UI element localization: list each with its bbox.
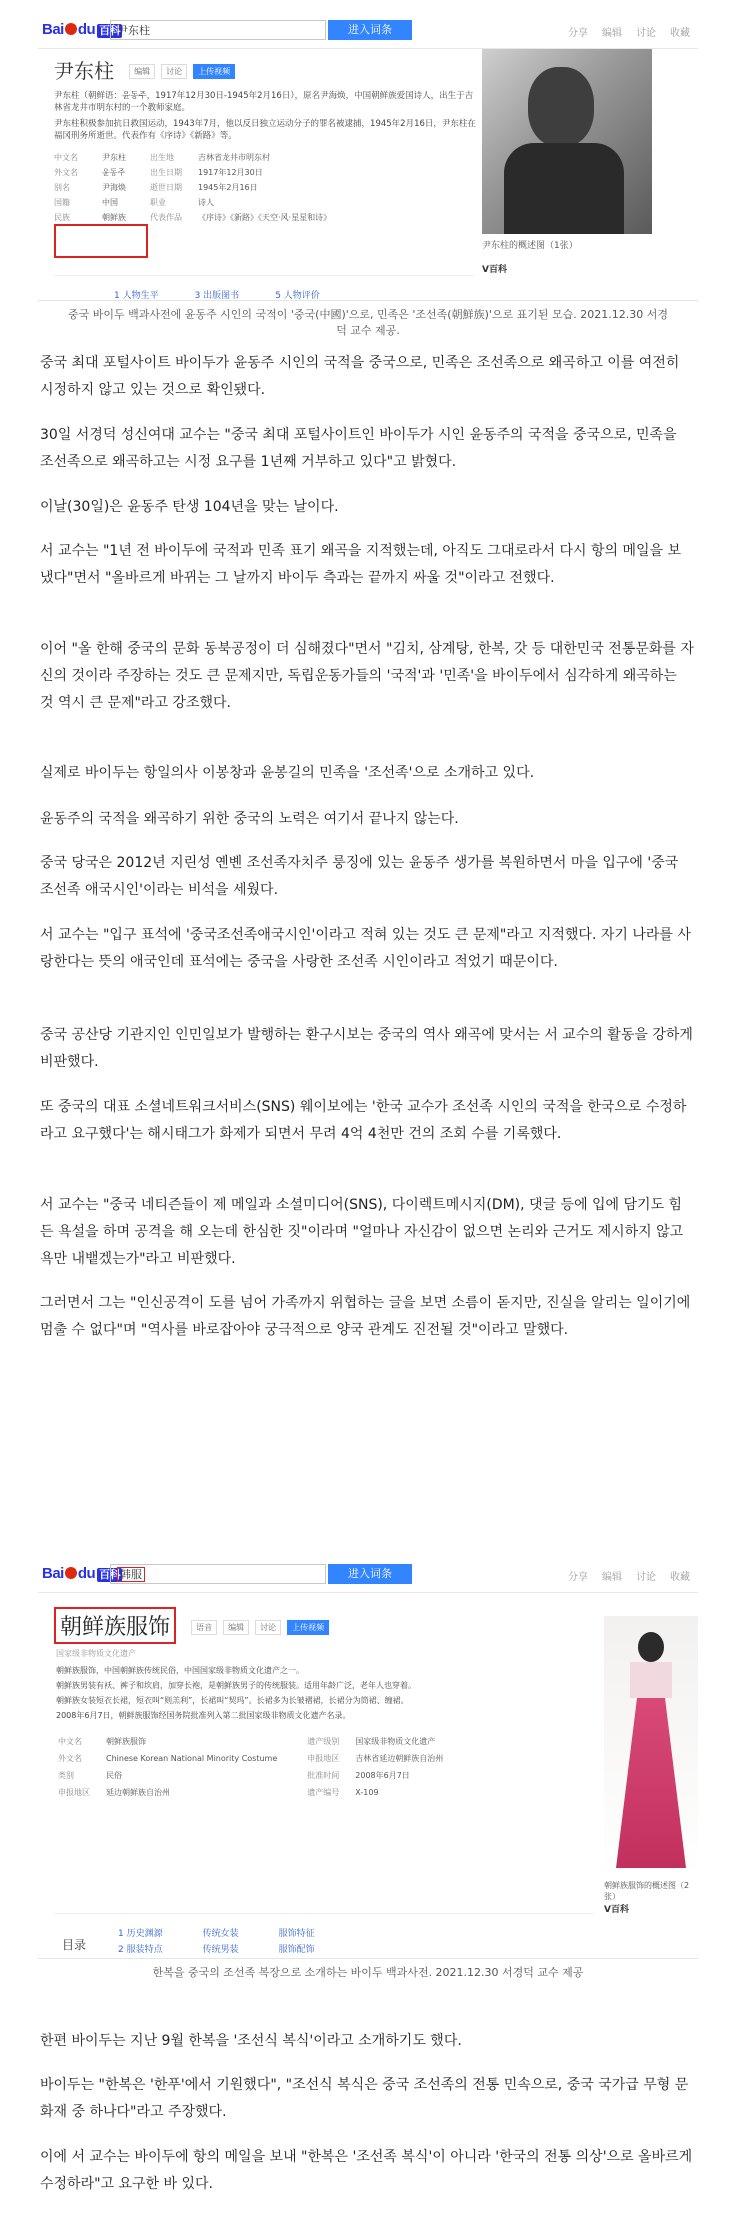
photo-caption[interactable]: 尹东柱的概述图（1张） bbox=[482, 241, 578, 251]
toc-columns bbox=[118, 1926, 315, 1959]
info-table-right bbox=[150, 150, 337, 225]
intro-paragraph: 朝鲜族男装有袄、裤子和坎肩，加穿长袍，是朝鲜族男子的传统服装。适用年龄广泛，老年人也穿着。 bbox=[56, 1681, 416, 1690]
info-key: 出生日期 bbox=[150, 168, 182, 177]
info-value: 民俗 bbox=[106, 1771, 122, 1780]
info-key: 民族 bbox=[54, 213, 70, 222]
toc-link[interactable]: 传统男装 bbox=[202, 1945, 239, 1955]
toc-columns bbox=[114, 288, 320, 301]
info-table-left bbox=[56, 1732, 285, 1802]
vbaike-label: V百科 bbox=[604, 1905, 629, 1915]
figure-yundongju-baidu bbox=[38, 12, 698, 339]
entry-tag[interactable]: 国家级非物质文化遗产 bbox=[56, 1649, 136, 1658]
share-tool[interactable]: 分享 bbox=[568, 1572, 588, 1583]
info-key: 类别 bbox=[58, 1771, 74, 1780]
info-value: X-109 bbox=[355, 1788, 379, 1797]
info-key: 遗产编号 bbox=[307, 1788, 340, 1797]
edit-action[interactable]: 编辑 bbox=[223, 1620, 249, 1635]
figure-caption: 한복을 중국의 조선족 복장으로 소개하는 바이두 백과사전. 2021.12.30 서경덕 교수 제공 bbox=[152, 1966, 584, 1979]
toc-link[interactable]: 服饰配饰 bbox=[278, 1945, 315, 1955]
share-tool[interactable]: 分享 bbox=[568, 28, 588, 39]
info-key: 出生地 bbox=[150, 153, 174, 162]
table-of-contents bbox=[54, 1913, 594, 1959]
article-paragraph: 서 교수는 "중국 네티즌들이 제 메일과 소셜미디어(SNS), 다이렉트메시지(DM), 댓글 등에 입에 담기도 힘든 욕설을 하며 공격을 해 오는데 한심한 짓"이라며 "얼마나 자신감이 없으면 논리와 근거도 제시하지 않고 욕만 내뱉겠는가"라고 비판했다. bbox=[40, 1197, 684, 1267]
baidu-search-input[interactable]: 尹东柱 bbox=[110, 20, 326, 40]
entry-intro bbox=[56, 1665, 596, 1722]
info-value: 诗人 bbox=[198, 198, 214, 207]
article-paragraph: 이에 서 교수는 바이두에 항의 메일을 보내 "한복은 '조선족 복식'이 아니라 '한국의 전통 의상'으로 올바르게 수정하라"고 요구한 바 있다. bbox=[40, 2149, 693, 2192]
entry-actions bbox=[191, 1620, 329, 1635]
photo-caption[interactable]: 朝鲜族服饰的概述图（2张） bbox=[604, 1881, 690, 1901]
info-key: 中文名 bbox=[54, 153, 78, 162]
info-key: 国籍 bbox=[54, 198, 70, 207]
collect-tool[interactable]: 收藏 bbox=[670, 1572, 690, 1583]
edit-tool[interactable]: 编辑 bbox=[602, 28, 622, 39]
info-table-right bbox=[305, 1732, 451, 1802]
nationality-highlight-box bbox=[54, 224, 148, 258]
portrait-photo[interactable] bbox=[482, 49, 652, 234]
entry-intro bbox=[54, 90, 480, 142]
info-table-left bbox=[54, 150, 132, 225]
article-paragraph: 또 중국의 대표 소셜네트워크서비스(SNS) 웨이보에는 '한국 교수가 조선족 시인의 국적을 한국으로 수정하라고 요구했다'는 해시태그가 화제가 되면서 무려 4억 4천만 건의 조회 수를 기록했다. bbox=[40, 1099, 687, 1142]
article-paragraph: 이어 "올 한해 중국의 문화 동북공정이 더 심해졌다"면서 "김치, 삼계탕, 한복, 갓 등 대한민국 전통문화를 자신의 것이라 주장하는 것도 큰 문제지만, 독립운동가들의 '국적'과 '민족'을 바이두에서 심각하게 왜곡하는 것 역시 큰 문제"라고 강조했다. bbox=[40, 641, 694, 711]
article-paragraph: 서 교수는 "1년 전 바이두에 국적과 민족 표기 왜곡을 지적했는데, 아직도 그대로라서 다시 항의 메일을 보냈다"면서 "올바르게 바뀌는 그 날까지 바이두 측과는 끝까지 싸울 것"이라고 전했다. bbox=[40, 543, 682, 586]
basic-info bbox=[56, 1732, 596, 1802]
toc-link[interactable]: 3 出版图书 bbox=[194, 291, 240, 301]
baidu-logo: Bai du 百科 bbox=[42, 21, 121, 38]
discuss-tool[interactable]: 讨论 bbox=[636, 1572, 656, 1583]
upload-video-action[interactable]: 上传视频 bbox=[193, 64, 235, 79]
vbaike-label: V百科 bbox=[482, 265, 507, 275]
baidu-tools bbox=[568, 1568, 690, 1583]
discuss-tool[interactable]: 讨论 bbox=[636, 28, 656, 39]
info-value: 朝鲜族服饰 bbox=[106, 1737, 146, 1746]
info-key: 中文名 bbox=[58, 1737, 82, 1746]
toc-link[interactable]: 5 人物评价 bbox=[275, 291, 320, 301]
article-paragraph: 실제로 바이두는 항일의사 이봉창과 윤봉길의 민족을 '조선족'으로 소개하고 있다. bbox=[40, 765, 535, 781]
info-value: 中国 bbox=[102, 198, 118, 207]
figure-hanbok-baidu bbox=[38, 1556, 698, 1981]
info-value: Chinese Korean National Minority Costume bbox=[106, 1754, 278, 1763]
baidu-screenshot-1 bbox=[38, 12, 698, 301]
baidu-tools bbox=[568, 24, 690, 39]
voice-action[interactable]: 语音 bbox=[191, 1620, 217, 1635]
info-value: 尹东柱 bbox=[102, 153, 126, 162]
info-key: 外文名 bbox=[58, 1754, 82, 1763]
baidu-topbar bbox=[38, 1556, 698, 1593]
intro-paragraph: 尹东柱积极参加抗日救国运动，1943年7月，他以反日独立运动分子的罪名被逮捕，1945年2月16日，尹东柱在福冈刑务所逝世。代表作有《序诗》《新路》等。 bbox=[54, 119, 476, 141]
toc-link[interactable] bbox=[203, 1958, 239, 1959]
article-paragraph: 그러면서 그는 "인신공격이 도를 넘어 가족까지 위협하는 글을 보면 소름이 돋지만, 진실을 알리는 일이기에 멈출 수 없다"며 "역사를 바로잡아야 궁극적으로 양국 관계도 진전될 것"이라고 말했다. bbox=[40, 1295, 691, 1338]
article-paragraph: 30일 서경덕 성신여대 교수는 "중국 최대 포털사이트인 바이두가 시인 윤동주의 국적을 중국으로, 민족을 조선족으로 왜곡하고는 시정 요구를 1년째 거부하고 있다"고 밝혔다. bbox=[40, 427, 677, 470]
toc-link[interactable]: 服饰特征 bbox=[278, 1929, 315, 1939]
toc-link[interactable]: 传统女装 bbox=[202, 1929, 239, 1939]
upload-video-action[interactable]: 上传视频 bbox=[287, 1620, 329, 1635]
entry-actions bbox=[129, 64, 235, 79]
info-value: 国家级非物质文化遗产 bbox=[355, 1737, 436, 1746]
entry-title-highlighted: 朝鲜族服饰 bbox=[54, 1607, 176, 1644]
info-key: 代表作品 bbox=[150, 213, 182, 222]
intro-paragraph: 朝鲜族服饰，中国朝鲜族传统民俗，中国国家级非物质文化遗产之一。 bbox=[56, 1666, 304, 1675]
edit-action[interactable]: 编辑 bbox=[129, 64, 155, 79]
entry-content bbox=[38, 1593, 608, 1958]
baidu-topbar bbox=[38, 12, 698, 49]
discuss-action[interactable]: 讨论 bbox=[161, 64, 187, 79]
edit-tool[interactable]: 编辑 bbox=[602, 1572, 622, 1583]
toc-link[interactable] bbox=[279, 1958, 315, 1959]
intro-paragraph: 2008年6月7日，朝鲜族服饰经国务院批准列入第二批国家级非物质文化遗产名录。 bbox=[56, 1711, 351, 1720]
intro-paragraph: 朝鲜族女装短衣长裙，短衣叫“则羔利”，长裙叫“契玛”。长裙多为长皱褶裙，长裙分为筒裙、缠裙。 bbox=[56, 1696, 409, 1705]
article-paragraph: 한편 바이두는 지난 9월 한복을 '조선식 복식'이라고 소개하기도 했다. bbox=[40, 2033, 462, 2049]
article-paragraph: 윤동주의 국적을 왜곡하기 위한 중국의 노력은 여기서 끝나지 않는다. bbox=[40, 811, 459, 827]
info-value: 1917年12月30日 bbox=[198, 168, 263, 177]
baidu-enter-button[interactable]: 进入词条 bbox=[328, 1564, 412, 1584]
entry-content bbox=[38, 49, 486, 300]
article-paragraph: 중국 당국은 2012년 지린성 옌볜 조선족자치주 룽징에 있는 윤동주 생가를 복원하면서 마을 입구에 '중국 조선족 애국시인'이라는 비석을 세웠다. bbox=[40, 855, 679, 898]
baidu-enter-button[interactable]: 进入词条 bbox=[328, 20, 412, 40]
article-paragraph: 중국 최대 포털사이트 바이두가 윤동주 시인의 국적을 중국으로, 민족은 조선족으로 왜곡하고 이를 여전히 시정하지 않고 있는 것으로 확인됐다. bbox=[40, 355, 680, 398]
article-paragraph: 서 교수는 "입구 표석에 '중국조선족애국시인'이라고 적혀 있는 것도 큰 문제"라고 지적했다. 자기 나라를 사랑한다는 뜻의 애국인데 표석에는 중국을 사랑한 조선족 시인이라고 적었기 때문이다. bbox=[40, 927, 691, 970]
info-key: 遗产级别 bbox=[307, 1737, 340, 1746]
info-value: 《序诗》《新路》《天空·风·星星和诗》 bbox=[198, 213, 332, 222]
toc-label: 目录 bbox=[62, 1938, 87, 1952]
info-key: 申报地区 bbox=[307, 1754, 340, 1763]
info-value: 吉林省龙井市明东村 bbox=[198, 153, 270, 162]
discuss-action[interactable]: 讨论 bbox=[255, 1620, 281, 1635]
baidu-screenshot-2 bbox=[38, 1556, 698, 1959]
info-value: 윤동주 bbox=[102, 168, 126, 177]
collect-tool[interactable]: 收藏 bbox=[670, 28, 690, 39]
baidu-search-input[interactable] bbox=[110, 1564, 326, 1584]
entry-title: 尹东柱 bbox=[54, 59, 114, 83]
table-of-contents bbox=[54, 275, 474, 301]
info-key: 批准时间 bbox=[307, 1771, 340, 1780]
toc-link[interactable]: 2 服装特点 bbox=[118, 1945, 163, 1955]
info-value: 吉林省延边朝鲜族自治州 bbox=[355, 1754, 444, 1763]
hanbok-photo[interactable] bbox=[604, 1616, 698, 1876]
basic-info bbox=[54, 150, 480, 225]
info-key: 外文名 bbox=[54, 168, 78, 177]
info-value: 朝鲜族 bbox=[102, 213, 126, 222]
info-key: 申报地区 bbox=[58, 1788, 90, 1797]
info-value: 2008年6月7日 bbox=[355, 1771, 410, 1780]
info-value: 尹海焕 bbox=[102, 183, 126, 192]
figure-caption: 중국 바이두 백과사전에 윤동주 시인의 국적이 '중국(中國)'으로, 민족은 '조선족(朝鮮族)'으로 표기된 모습. 2021.12.30 서경덕 교수 제공. bbox=[68, 308, 668, 337]
baidu-logo: Bai du 百科 bbox=[42, 1565, 121, 1582]
info-value: 1945年2月16日 bbox=[198, 183, 258, 192]
intro-paragraph: 尹东柱（朝鲜语：윤동주，1917年12月30日-1945年2月16日），原名尹海焕，中国朝鲜族爱国诗人，出生于吉林省龙井市明东村的一个教师家庭。 bbox=[54, 91, 474, 113]
toc-link[interactable]: 1 人物生平 bbox=[114, 291, 159, 301]
article-paragraph: 이날(30일)은 윤동주 탄생 104년을 맞는 날이다. bbox=[40, 499, 339, 515]
article-paragraph: 바이두는 "한복은 '한푸'에서 기원했다", "조선식 복식은 중국 조선족의 전통 민속으로, 중국 국가급 무형 문화재 중 하나다"라고 주장했다. bbox=[40, 2077, 689, 2120]
info-key: 职业 bbox=[150, 198, 166, 207]
article-paragraph: 중국 공산당 기관지인 인민일보가 발행하는 환구시보는 중국의 역사 왜곡에 맞서는 서 교수의 활동을 강하게 비판했다. bbox=[40, 1027, 693, 1070]
toc-label bbox=[62, 298, 86, 301]
info-key: 逝世日期 bbox=[150, 183, 182, 192]
info-key: 别名 bbox=[54, 183, 70, 192]
search-term-highlight: 韩服 bbox=[117, 1567, 145, 1582]
toc-link[interactable]: 1 历史渊源 bbox=[118, 1929, 163, 1939]
info-value: 延边朝鲜族自治州 bbox=[106, 1788, 170, 1797]
